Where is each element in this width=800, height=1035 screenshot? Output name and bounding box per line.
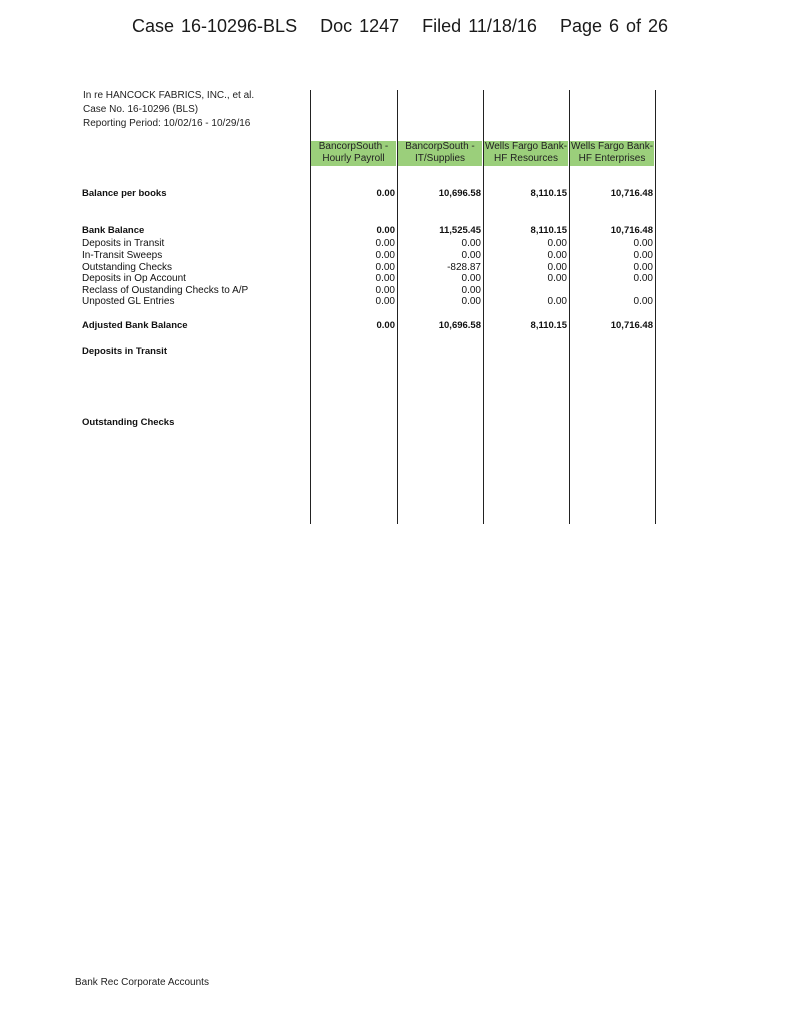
value-in-transit-sweeps-col4: 0.00 bbox=[633, 250, 653, 261]
label-unposted-gl: Unposted GL Entries bbox=[82, 296, 175, 307]
value-adjusted-bank-balance-col1: 0.00 bbox=[376, 320, 395, 331]
label-balance-per-books: Balance per books bbox=[82, 188, 167, 199]
label-bank-balance: Bank Balance bbox=[82, 225, 145, 236]
value-deposits-in-transit-col3: 0.00 bbox=[547, 238, 567, 249]
value-unposted-gl-col2: 0.00 bbox=[461, 296, 481, 307]
value-deposits-op-account-col1: 0.00 bbox=[375, 273, 395, 284]
footer-label: Bank Rec Corporate Accounts bbox=[75, 977, 209, 988]
column-header-hf-enterprises: Wells Fargo Bank- HF Enterprises bbox=[570, 141, 654, 164]
value-in-transit-sweeps-col1: 0.00 bbox=[375, 250, 395, 261]
value-deposits-op-account-col3: 0.00 bbox=[547, 273, 567, 284]
value-outstanding-checks-col3: 0.00 bbox=[547, 262, 567, 273]
value-balance-per-books-col3: 8,110.15 bbox=[530, 188, 567, 199]
value-deposits-in-transit-col4: 0.00 bbox=[633, 238, 653, 249]
value-deposits-op-account-col4: 0.00 bbox=[633, 273, 653, 284]
label-deposits-op-account: Deposits in Op Account bbox=[82, 273, 186, 284]
column-header-it-supplies: BancorpSouth - IT/Supplies bbox=[398, 141, 482, 166]
value-deposits-in-transit-col1: 0.00 bbox=[375, 238, 395, 249]
value-balance-per-books-col1: 0.00 bbox=[376, 188, 395, 199]
column-divider bbox=[655, 90, 656, 524]
court-filing-header bbox=[0, 16, 800, 37]
label-in-transit-sweeps: In-Transit Sweeps bbox=[82, 250, 163, 261]
case-number-line: Case No. 16-10296 (BLS) bbox=[83, 104, 199, 115]
column-header-hourly-payroll: BancorpSouth - Hourly Payroll bbox=[311, 141, 396, 166]
value-bank-balance-col1: 0.00 bbox=[376, 225, 395, 236]
value-bank-balance-col3: 8,110.15 bbox=[530, 225, 567, 236]
page-number: Page 6 of 26 bbox=[559, 16, 669, 36]
value-adjusted-bank-balance-col4: 10,716.48 bbox=[610, 320, 653, 331]
value-unposted-gl-col3: 0.00 bbox=[547, 296, 567, 307]
value-reclass-col2: 0.00 bbox=[461, 285, 481, 296]
section-deposits-in-transit: Deposits in Transit bbox=[82, 346, 167, 357]
value-unposted-gl-col1: 0.00 bbox=[375, 296, 395, 307]
value-bank-balance-col4: 10,716.48 bbox=[610, 225, 653, 236]
value-unposted-gl-col4: 0.00 bbox=[633, 296, 653, 307]
section-outstanding-checks: Outstanding Checks bbox=[82, 417, 175, 428]
column-header-hf-resources: Wells Fargo Bank- HF Resources bbox=[484, 141, 568, 164]
case-number: Case 16-10296-BLS bbox=[131, 16, 298, 36]
reporting-period: Reporting Period: 10/02/16 - 10/29/16 bbox=[83, 118, 251, 129]
label-adjusted-bank-balance: Adjusted Bank Balance bbox=[82, 320, 188, 331]
doc-number: Doc 1247 bbox=[320, 16, 400, 36]
value-outstanding-checks-col2: -828.87 bbox=[447, 262, 481, 273]
value-in-transit-sweeps-col3: 0.00 bbox=[547, 250, 567, 261]
value-reclass-col1: 0.00 bbox=[375, 285, 395, 296]
value-outstanding-checks-col4: 0.00 bbox=[633, 262, 653, 273]
value-balance-per-books-col4: 10,716.48 bbox=[610, 188, 653, 199]
label-outstanding-checks: Outstanding Checks bbox=[82, 262, 173, 273]
value-in-transit-sweeps-col2: 0.00 bbox=[461, 250, 481, 261]
value-adjusted-bank-balance-col3: 8,110.15 bbox=[530, 320, 567, 331]
case-caption: In re HANCOCK FABRICS, INC., et al. bbox=[83, 90, 255, 101]
label-reclass: Reclass of Oustanding Checks to A/P bbox=[82, 285, 249, 296]
value-outstanding-checks-col1: 0.00 bbox=[375, 262, 395, 273]
value-deposits-in-transit-col2: 0.00 bbox=[461, 238, 481, 249]
value-bank-balance-col2: 11,525.45 bbox=[439, 225, 481, 236]
label-deposits-in-transit: Deposits in Transit bbox=[82, 238, 165, 249]
value-adjusted-bank-balance-col2: 10,696.58 bbox=[438, 320, 481, 331]
filed-date: Filed 11/18/16 bbox=[422, 16, 537, 36]
value-deposits-op-account-col2: 0.00 bbox=[461, 273, 481, 284]
value-balance-per-books-col2: 10,696.58 bbox=[438, 188, 481, 199]
